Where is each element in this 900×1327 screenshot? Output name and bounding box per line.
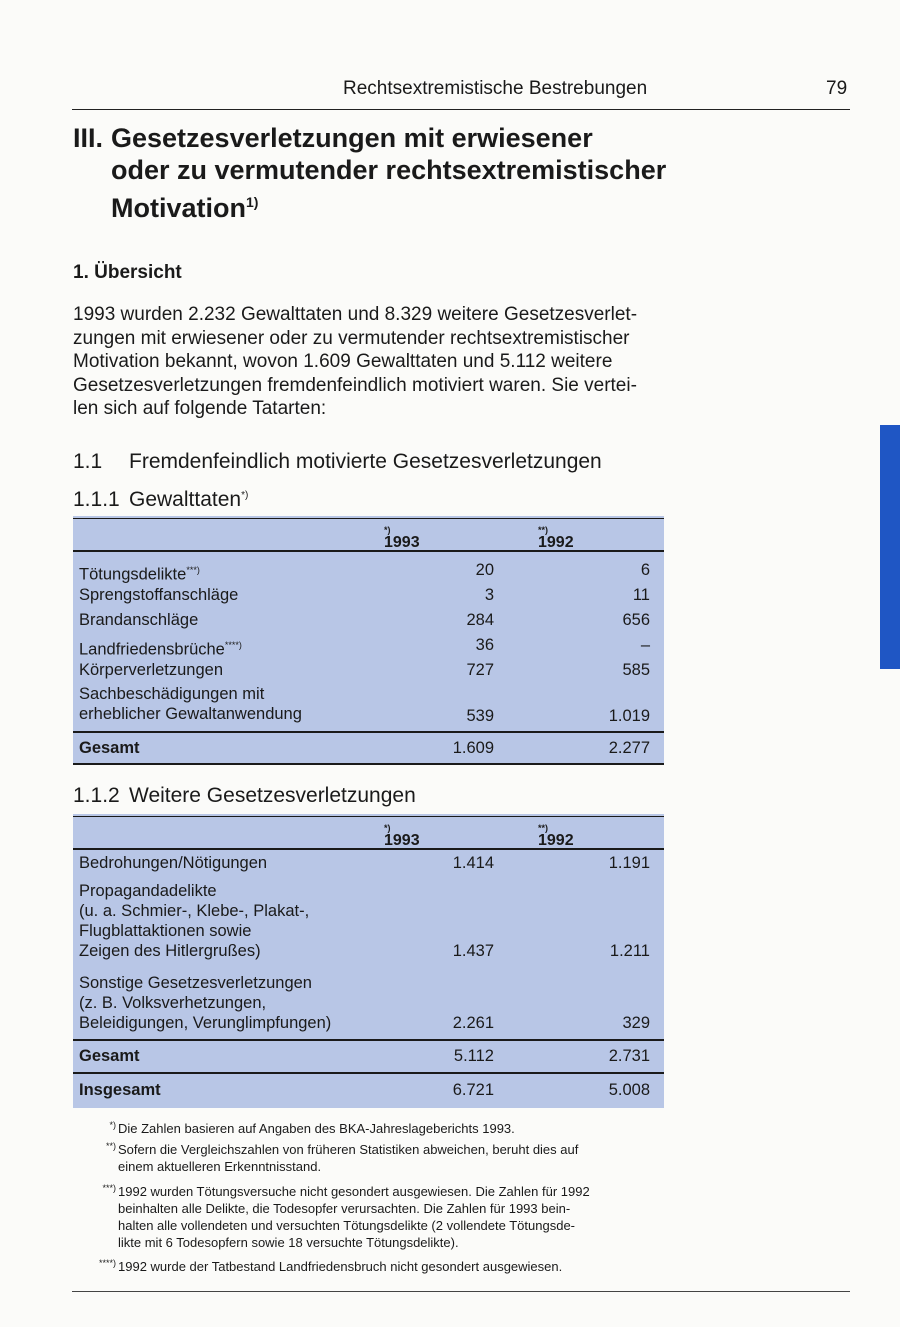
intro-paragraph: 1993 wurden 2.232 Gewalttaten und 8.329 weitere Gesetzesverlet- zungen mit erwiesener oder zu vermutender rechtsextremistischer Motivation bekannt, wovon 1.609 Gewalttaten und 5.112 weitere Gesetzesverletzungen fremdenfeindlich motiviert waren. Sie vertei- len sich auf folgende Tatarten: [73, 304, 638, 420]
table-row: Körperverletzungen 727 585 [79, 661, 650, 679]
table-row: Sprengstoffanschläge 3 11 [79, 586, 650, 604]
table-row: Propagandadelikte (u. a. Schmier-, Klebe-, Plakat-, Flugblattaktionen sowie Zeigen des Hitlergrußes) 1.437 1.211 [79, 882, 650, 960]
chapter-title-lines [111, 122, 711, 224]
table-row: Bedrohungen/Nötigungen 1.414 1.191 [79, 854, 650, 872]
subsection-heading: 1.1.1 Gewalttaten*) [73, 488, 249, 511]
chapter-number: III. [73, 123, 104, 153]
page-number: 79 [826, 78, 848, 99]
other-offences-table [73, 814, 664, 1108]
table-grand-total-row: Insgesamt 6.721 5.008 [79, 1081, 650, 1099]
chapter-title-line: Gesetzesverletzungen mit erwiesener [111, 123, 593, 153]
table-row: Landfriedensbrüche****) 36 – [79, 636, 650, 659]
table-row: Brandanschläge 284 656 [79, 611, 650, 629]
chapter-footnote-ref: 1) [246, 194, 259, 210]
table-header: 1993 *) 1992 **) [384, 525, 574, 551]
subsection-heading: 1.1 Fremdenfeindlich motivierte Gesetzesverletzungen [73, 450, 602, 473]
chapter-title-line: oder zu vermutender rechtsextremistischer [111, 155, 667, 185]
section-heading: 1. Übersicht [73, 262, 182, 283]
chapter-title-line-last: Motivation$^{1)}$ [111, 193, 259, 223]
table-header: 1993 *) 1992 **) [384, 823, 574, 849]
table-total-row: Gesamt 1.609 2.277 [79, 739, 650, 757]
subsection-heading: 1.1.2 Weitere Gesetzesverletzungen [73, 784, 416, 807]
header-rule [72, 109, 850, 110]
table-row: Sonstige Gesetzesverletzungen (z. B. Volksverhetzungen, Beleidigungen, Verunglimpfungen) 2.261 329 [79, 974, 650, 1032]
table-row: Tötungsdelikte***) 20 6 [79, 561, 650, 584]
running-title: Rechtsextremistische Bestrebungen [343, 78, 648, 99]
violent-acts-table [73, 516, 664, 765]
footer-rule [72, 1291, 850, 1292]
table-total-row: Gesamt 5.112 2.731 [79, 1047, 650, 1065]
margin-marker [880, 425, 900, 669]
table-row: Sachbeschädigungen mit erheblicher Gewaltanwendung 539 1.019 [79, 685, 650, 725]
